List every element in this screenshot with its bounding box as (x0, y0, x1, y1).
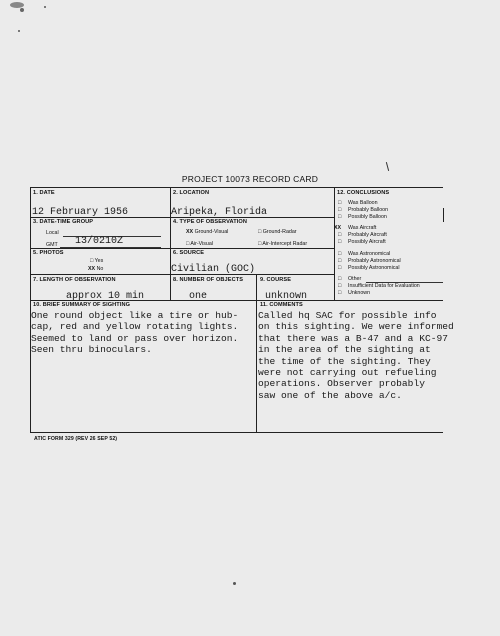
ground-visual-checkbox (186, 229, 228, 235)
conclusion-label: Unknown (348, 290, 371, 296)
length-value: approx 10 min (66, 291, 145, 302)
comments-line: Called hq SAC for possible info (258, 310, 437, 321)
photos-yes-mark: □ (90, 258, 94, 264)
comments-line: in the area of the sighting at (258, 344, 431, 356)
summary-line: Seen thru binoculars. (31, 344, 152, 356)
conclusion-mark: □ (338, 265, 342, 271)
ground-radar-mark: □ (258, 229, 262, 235)
conclusion-label: Was Balloon (348, 200, 378, 206)
dtg-label: 3. DATE-TIME GROUP (33, 219, 94, 225)
air-visual-checkbox (186, 241, 213, 247)
course-value: unknown (265, 291, 308, 302)
conclusion-possibly-balloon (338, 214, 387, 220)
air-intercept-radar-label: Air-Intercept Radar (262, 241, 308, 247)
conclusion-label: Probably Aircraft (348, 232, 387, 238)
conclusion-mark: □ (338, 207, 342, 213)
source-value: Civilian (GOC) (171, 264, 256, 275)
conclusion-label: Possibly Balloon (348, 214, 387, 220)
conclusion-label: Possibly Aircraft (348, 239, 386, 245)
conclusion-mark: □ (338, 258, 342, 264)
location-label: 2. LOCATION (173, 190, 210, 196)
ground-radar-label: Ground-Radar (262, 229, 297, 235)
summary-text (31, 310, 255, 356)
conclusion-mark: □ (338, 290, 342, 296)
gmt-value: 13/0210Z (75, 236, 124, 247)
air-intercept-radar-checkbox (258, 241, 307, 247)
length-label: 7. LENGTH OF OBSERVATION (33, 277, 116, 283)
conclusion-mark: □ (338, 214, 342, 220)
comments-line: the time of the sighting. They (258, 355, 431, 367)
conclusion-probably-aircraft (338, 232, 387, 238)
comments-line: operations. Observer probably (258, 378, 425, 390)
date-label: 1. DATE (33, 190, 55, 196)
conclusion-other (338, 276, 361, 282)
conclusion-label: Probably Balloon (348, 207, 389, 213)
summary-line: One round object like a tire or hub- (31, 310, 239, 321)
card-title: PROJECT 10073 RECORD CARD (181, 174, 319, 184)
photos-yes-checkbox (90, 258, 103, 264)
comments-line: on this sighting. We were informed (258, 321, 454, 333)
conclusion-mark: □ (338, 232, 342, 238)
course-label: 9. COURSE (260, 277, 292, 283)
photos-yes-label: Yes (94, 258, 104, 264)
comments-line: were not carrying out refueling (258, 367, 437, 379)
photos-label: 5. PHOTOS (33, 250, 64, 256)
conclusion-mark: □ (338, 200, 342, 206)
comments-line: saw one of the above a/c. (258, 389, 402, 401)
comments-text (258, 310, 458, 401)
conclusion-label: Insufficient Data for Evaluation (348, 283, 420, 289)
ground-visual-label: Ground-Visual (194, 229, 229, 235)
conclusion-was-balloon (338, 200, 378, 206)
conclusion-probably-balloon (338, 207, 388, 213)
conclusion-possibly-aircraft (338, 239, 386, 245)
conclusion-was-astronomical (338, 251, 390, 257)
summary-line: Seemed to land or pass over horizon. (31, 332, 239, 344)
date-value: 12 February 1956 (32, 207, 129, 218)
air-visual-mark: □ (186, 241, 190, 247)
conclusion-possibly-astronomical (338, 265, 400, 271)
num-objects-label: 8. NUMBER OF OBJECTS (173, 277, 244, 283)
photos-no-checkbox (88, 266, 103, 272)
conclusion-was-aircraft (334, 225, 376, 231)
gmt-underline (60, 247, 161, 248)
conclusion-mark: □ (338, 276, 342, 282)
form-id: ATIC FORM 329 (REV 26 SEP 52) (34, 436, 118, 442)
conclusion-mark: □ (338, 283, 342, 289)
comments-line: that there was a B-47 and a KC-97 (258, 332, 448, 344)
conclusion-unknown (338, 290, 370, 296)
photos-no-label: No (96, 266, 104, 272)
summary-line: cap, red and yellow rotating lights. (31, 321, 239, 333)
summary-label: 10. BRIEF SUMMARY OF SIGHTING (33, 302, 131, 308)
conclusion-mark: XX (334, 225, 342, 231)
conclusion-label: Probably Astronomical (348, 258, 401, 264)
photos-no-mark: XX (88, 266, 96, 272)
air-visual-label: Air-Visual (190, 241, 213, 247)
conclusion-insufficient-data (338, 283, 420, 289)
local-label: Local (46, 230, 59, 236)
air-intercept-radar-mark: □ (258, 241, 262, 247)
location-value: Aripeka, Florida (171, 207, 268, 218)
conclusion-mark: □ (338, 251, 342, 257)
conclusion-label: Was Astronomical (348, 251, 391, 257)
num-objects-value: one (189, 291, 208, 302)
ground-radar-checkbox (258, 229, 297, 235)
observation-type-label: 4. TYPE OF OBSERVATION (173, 219, 247, 225)
comments-label: 11. COMMENTS (260, 302, 303, 308)
gmt-label: GMT (46, 242, 58, 248)
conclusion-label: Possibly Astronomical (348, 265, 400, 271)
conclusion-label: Other (348, 276, 362, 282)
conclusion-label: Was Aircraft (348, 225, 377, 231)
conclusions-label: 12. CONCLUSIONS (337, 190, 390, 196)
source-label: 6. SOURCE (173, 250, 205, 256)
conclusion-mark: □ (338, 239, 342, 245)
ground-visual-mark: XX (186, 229, 194, 235)
conclusion-probably-astronomical (338, 258, 401, 264)
